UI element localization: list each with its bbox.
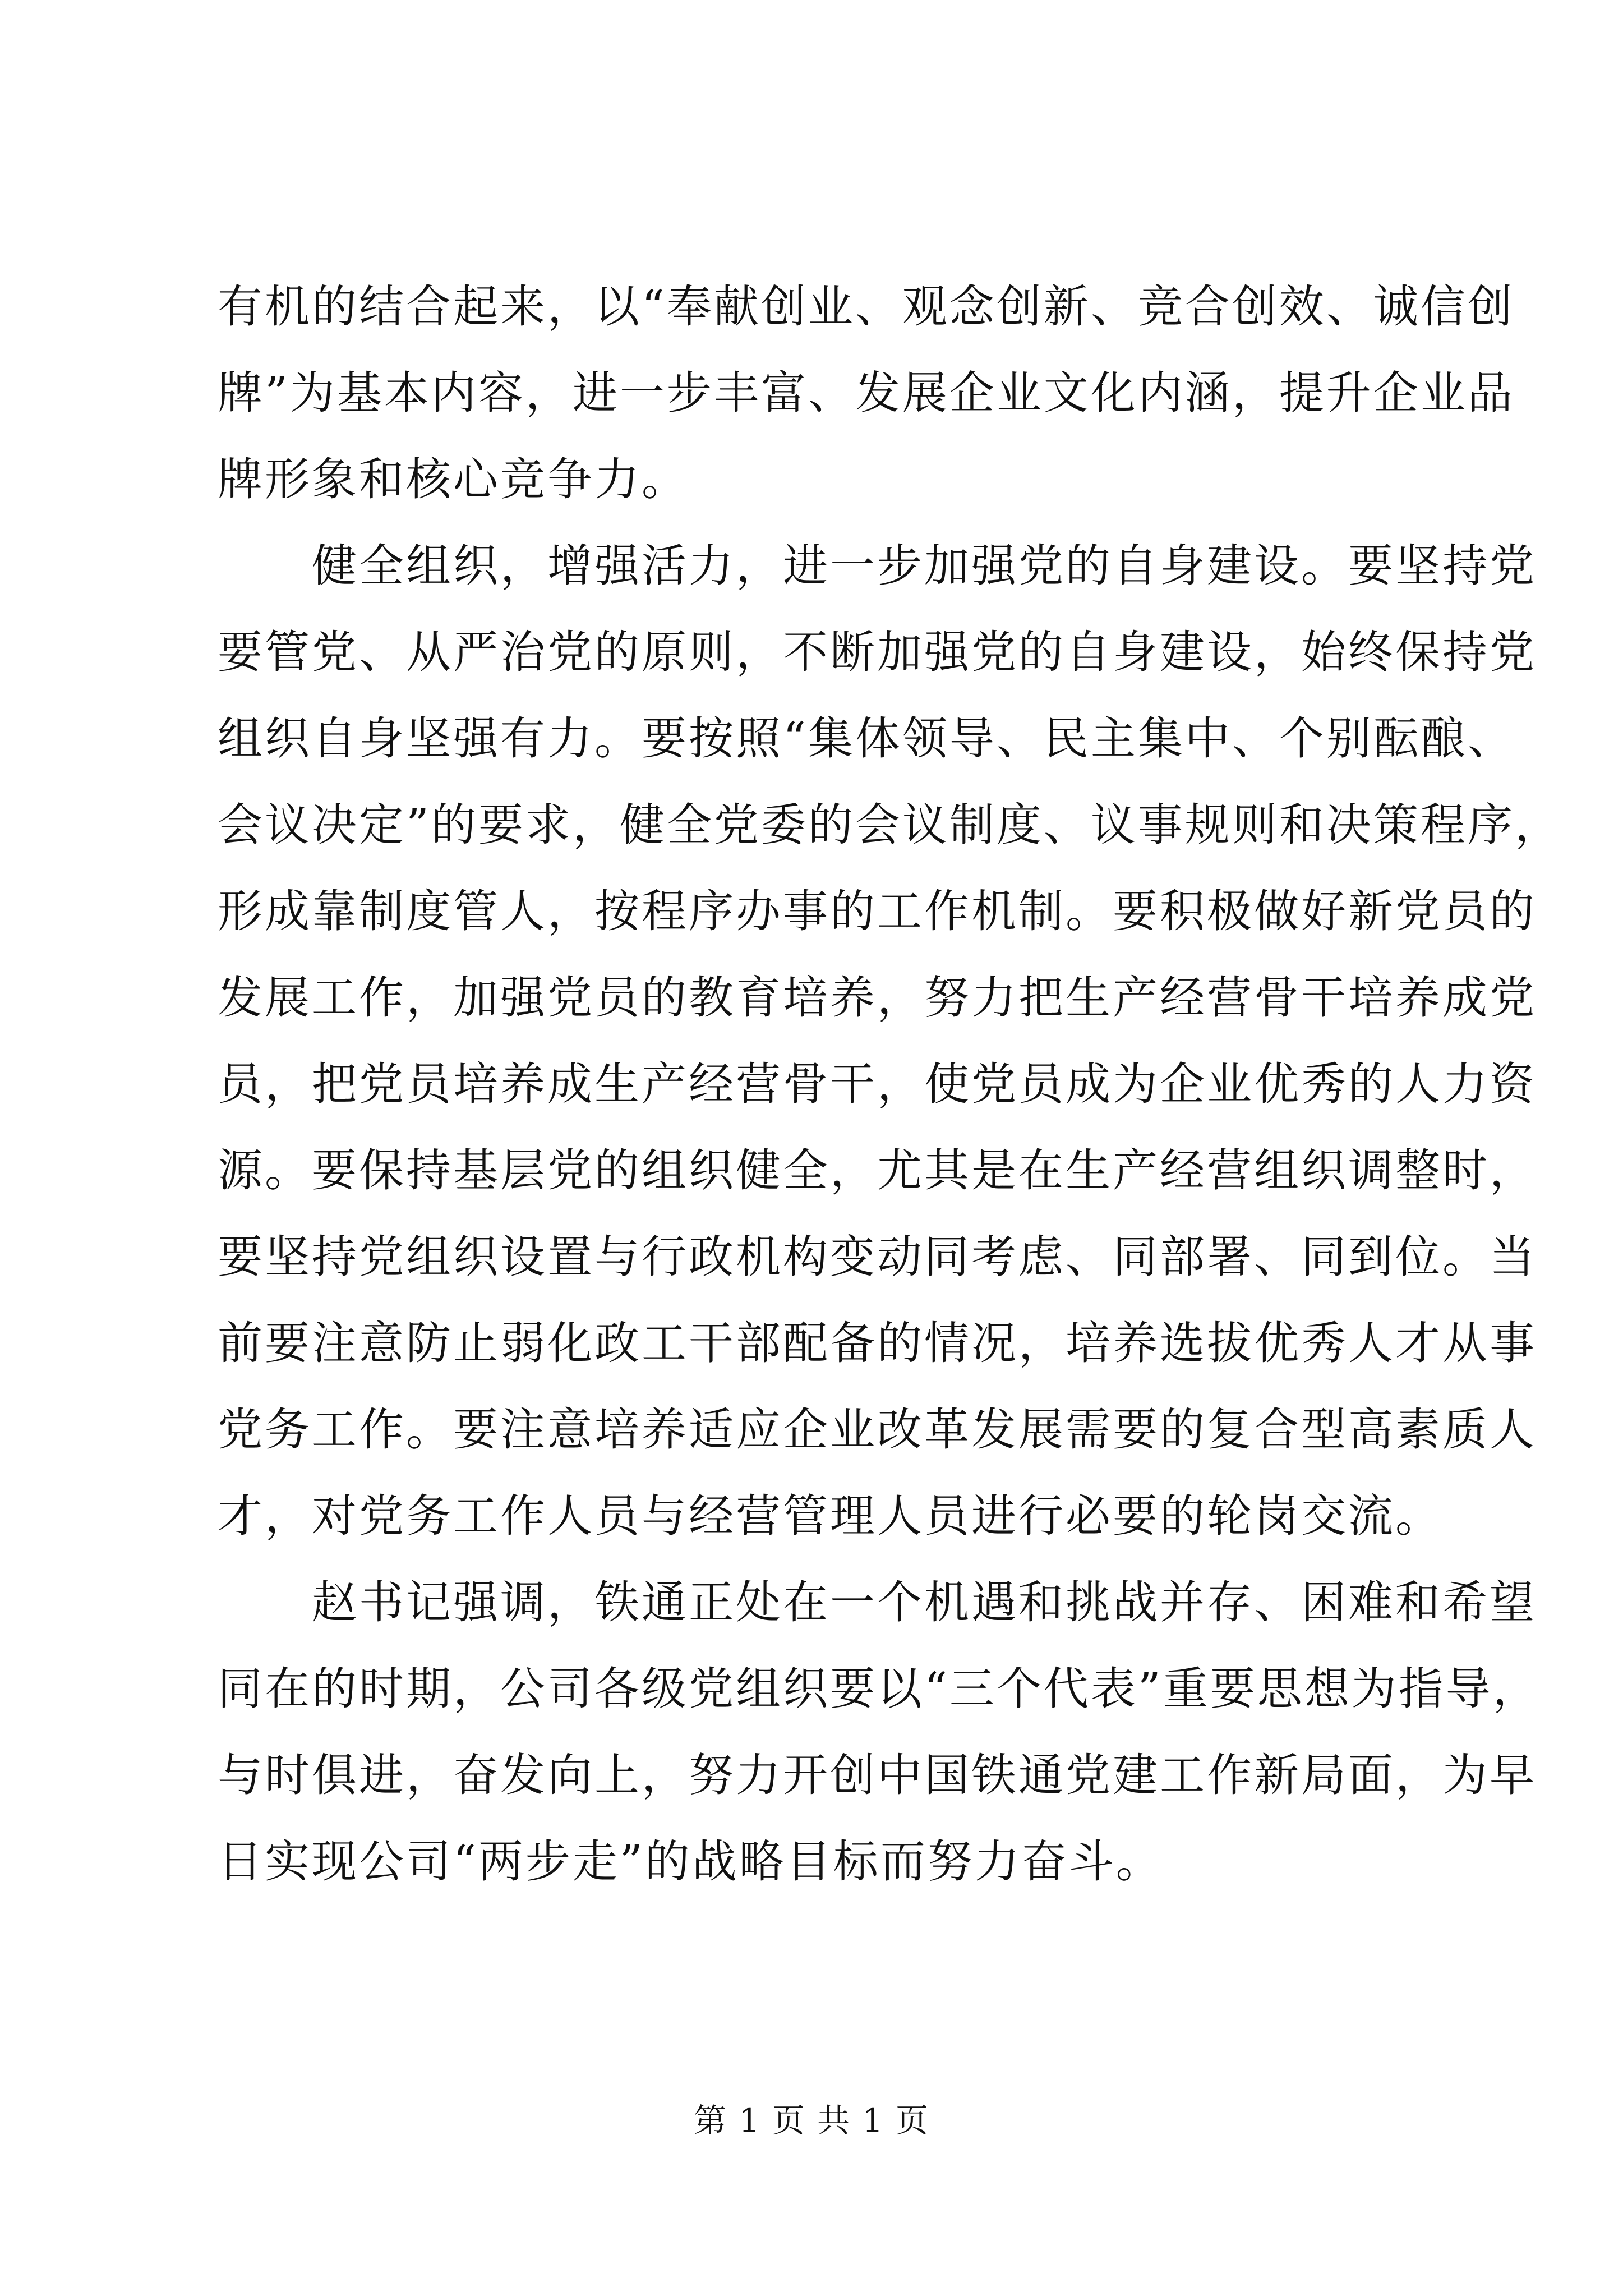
text-line: 牌形象和核心竞争力。 (218, 453, 689, 505)
text-line: 才，对党务工作人员与经营管理人员进行必要的轮岗交流。 (218, 1490, 1442, 1542)
text-line: 党务工作。要注意培养适应企业改革发展需要的复合型高素质人 (218, 1404, 1537, 1456)
text-line: 日实现公司“两步走”的战略目标而努力奋斗。 (218, 1835, 1163, 1888)
text-line: 赵书记强调，铁通正处在一个机遇和挑战并存、困难和希望 (218, 1576, 1537, 1628)
text-line: 健全组织，增强活力，进一步加强党的自身建设。要坚持党 (218, 540, 1537, 592)
text-line: 同在的时期，公司各级党组织要以“三个代表”重要思想为指导， (218, 1663, 1540, 1715)
text-line: 源。要保持基层党的组织健全，尤其是在生产经营组织调整时， (218, 1144, 1537, 1197)
text-line: 要管党、从严治党的原则，不断加强党的自身建设，始终保持党 (218, 626, 1537, 678)
text-line: 会议决定”的要求，健全党委的会议制度、议事规则和决策程序， (218, 799, 1562, 851)
text-line: 牌”为基本内容，进一步丰富、发展企业文化内涵，提升企业品 (218, 367, 1515, 419)
text-line: 与时俱进，奋发向上，努力开创中国铁通党建工作新局面，为早 (218, 1749, 1537, 1801)
text-line: 发展工作，加强党员的教育培养，努力把生产经营骨干培养成党 (218, 972, 1537, 1024)
text-line: 有机的结合起来，以“奉献创业、观念创新、竞合创效、诚信创 (218, 280, 1515, 333)
document-body (218, 264, 1562, 1905)
page-number-footer: 第 1 页 共 1 页 (694, 2101, 929, 2139)
text-line: 组织自身坚强有力。要按照“集体领导、民主集中、个别酝酿、 (218, 712, 1515, 765)
text-line: 形成靠制度管人，按程序办事的工作机制。要积极做好新党员的 (218, 885, 1537, 937)
text-line: 前要注意防止弱化政工干部配备的情况，培养选拔优秀人才从事 (218, 1317, 1537, 1369)
text-line: 员，把党员培养成生产经营骨干，使党员成为企业优秀的人力资 (218, 1058, 1537, 1110)
text-line: 要坚持党组织设置与行政机构变动同考虑、同部署、同到位。当 (218, 1231, 1537, 1283)
